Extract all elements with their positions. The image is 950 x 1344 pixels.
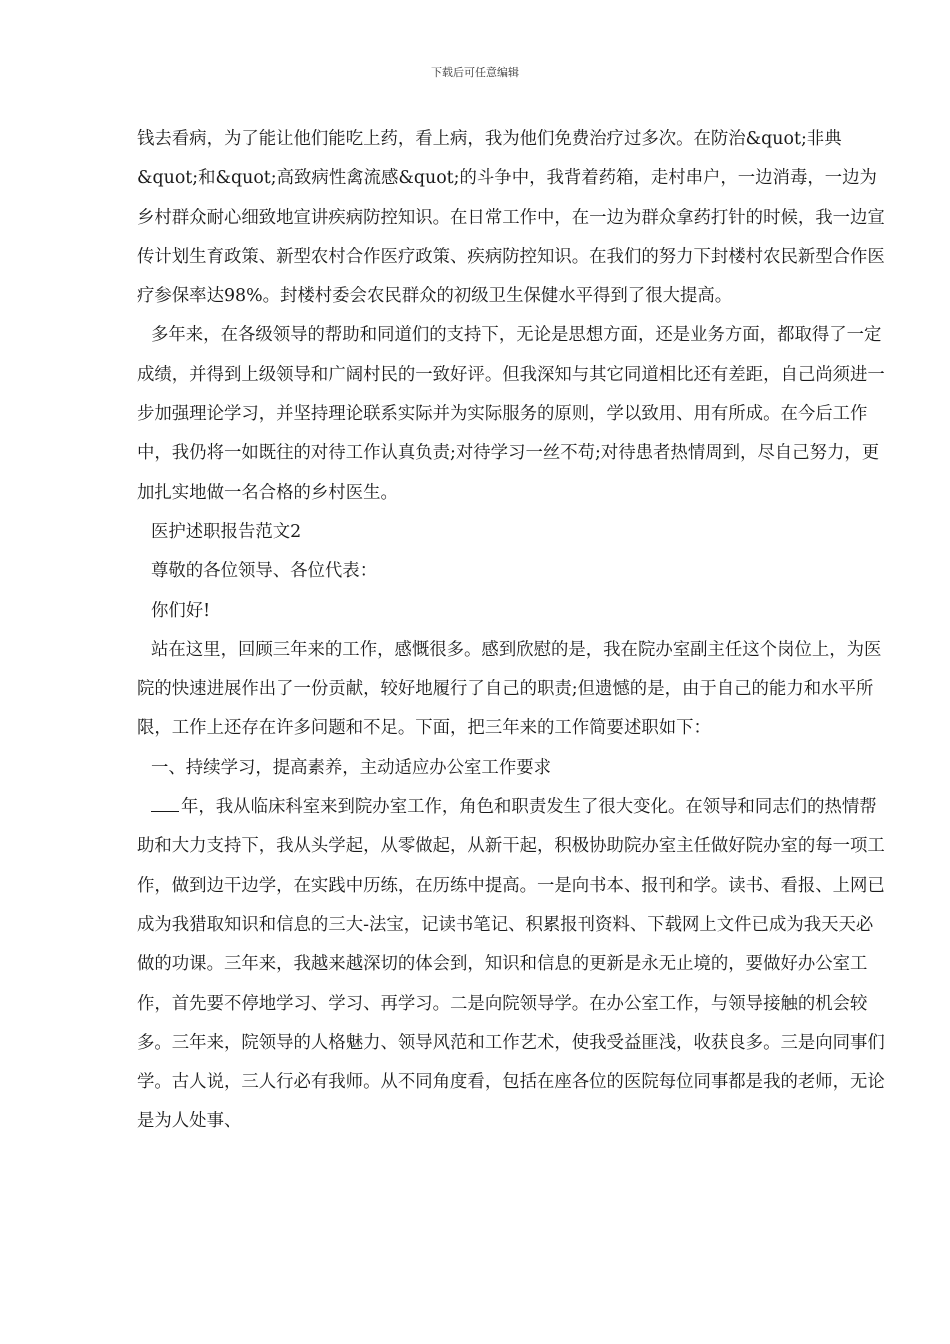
paragraph-intro: 站在这里，回顾三年来的工作，感慨很多。感到欣慰的是，我在院办室副主任这个岗位上，为医院的快速进展作出了一份贡献，较好地履行了自己的职责;但遗憾的是，由于自己的能力和水平所限，工作上还存在许多问题和不足。下面，把三年来的工作简要述职如下： bbox=[137, 639, 882, 739]
document-body bbox=[137, 120, 889, 1142]
paragraph-continuation: 钱去看病，为了能让他们能吃上药，看上病，我为他们免费治疗过多次。在防治&quot;非典&quot;和&quot;高致病性禽流感&quot;的斗争中，我背着药箱，走村串户，一边消毒，一边为乡村群众耐心细致地宣讲疾病防控知识。在日常工作中，在一边为群众拿药打针的时候，我一边宣传计划生育政策、新型农村合作医疗政策、疾病防控知识。在我们的努力下封楼村农民新型合作医疗参保率达98%。封楼村委会农民群众的初级卫生保健水平得到了很大提高。 bbox=[137, 129, 885, 307]
section-title: 医护述职报告范文2 bbox=[151, 521, 302, 542]
greeting: 你们好! bbox=[151, 600, 211, 621]
fill-in-blank bbox=[151, 811, 179, 812]
paragraph-summary: 多年来，在各级领导的帮助和同道们的支持下，无论是思想方面，还是业务方面，都取得了一定成绩，并得到上级领导和广阔村民的一致好评。但我深知与其它同道相比还有差距，自己尚须进一步加强理论学习，并坚持理论联系实际并为实际服务的原则，学以致用、用有所成。在今后工作中，我仍将一如既往的对待工作认真负责;对待学习一丝不苟;对待患者热情周到，尽自己努力，更加扎实地做一名合格的乡村医生。 bbox=[137, 325, 885, 503]
paragraph-learning bbox=[137, 788, 889, 1142]
paragraph-learning-text: 年，我从临床科室来到院办室工作，角色和职责发生了很大变化。在领导和同志们的热情帮助和大力支持下，我从头学起，从零做起，从新干起，积极协助院办室主任做好院办室的每一项工作，做到边干边学，在实践中历练，在历练中提高。一是向书本、报刊和学。读书、看报、上网已成为我猎取知识和信息的三大-法宝，记读书笔记、积累报刊资料、下载网上文件已成为我天天必做的功课。三年来，我越来越深切的体会到，知识和信息的更新是永无止境的，要做好办公室工作，首先要不停地学习、学习、再学习。二是向院领导学。在办公室工作，与领导接触的机会较多。三年来，院领导的人格魅力、领导风范和工作艺术，使我受益匪浅，收获良多。三是向同事们学。古人说，三人行必有我师。从不同角度看，包括在座各位的医院每位同事都是我的老师，无论是为人处事、 bbox=[137, 797, 885, 1132]
salutation: 尊敬的各位领导、各位代表： bbox=[151, 561, 378, 582]
subsection-heading: 一、持续学习，提高素养，主动适应办公室工作要求 bbox=[151, 757, 551, 778]
header-note: 下载后可任意编辑 bbox=[431, 66, 519, 79]
